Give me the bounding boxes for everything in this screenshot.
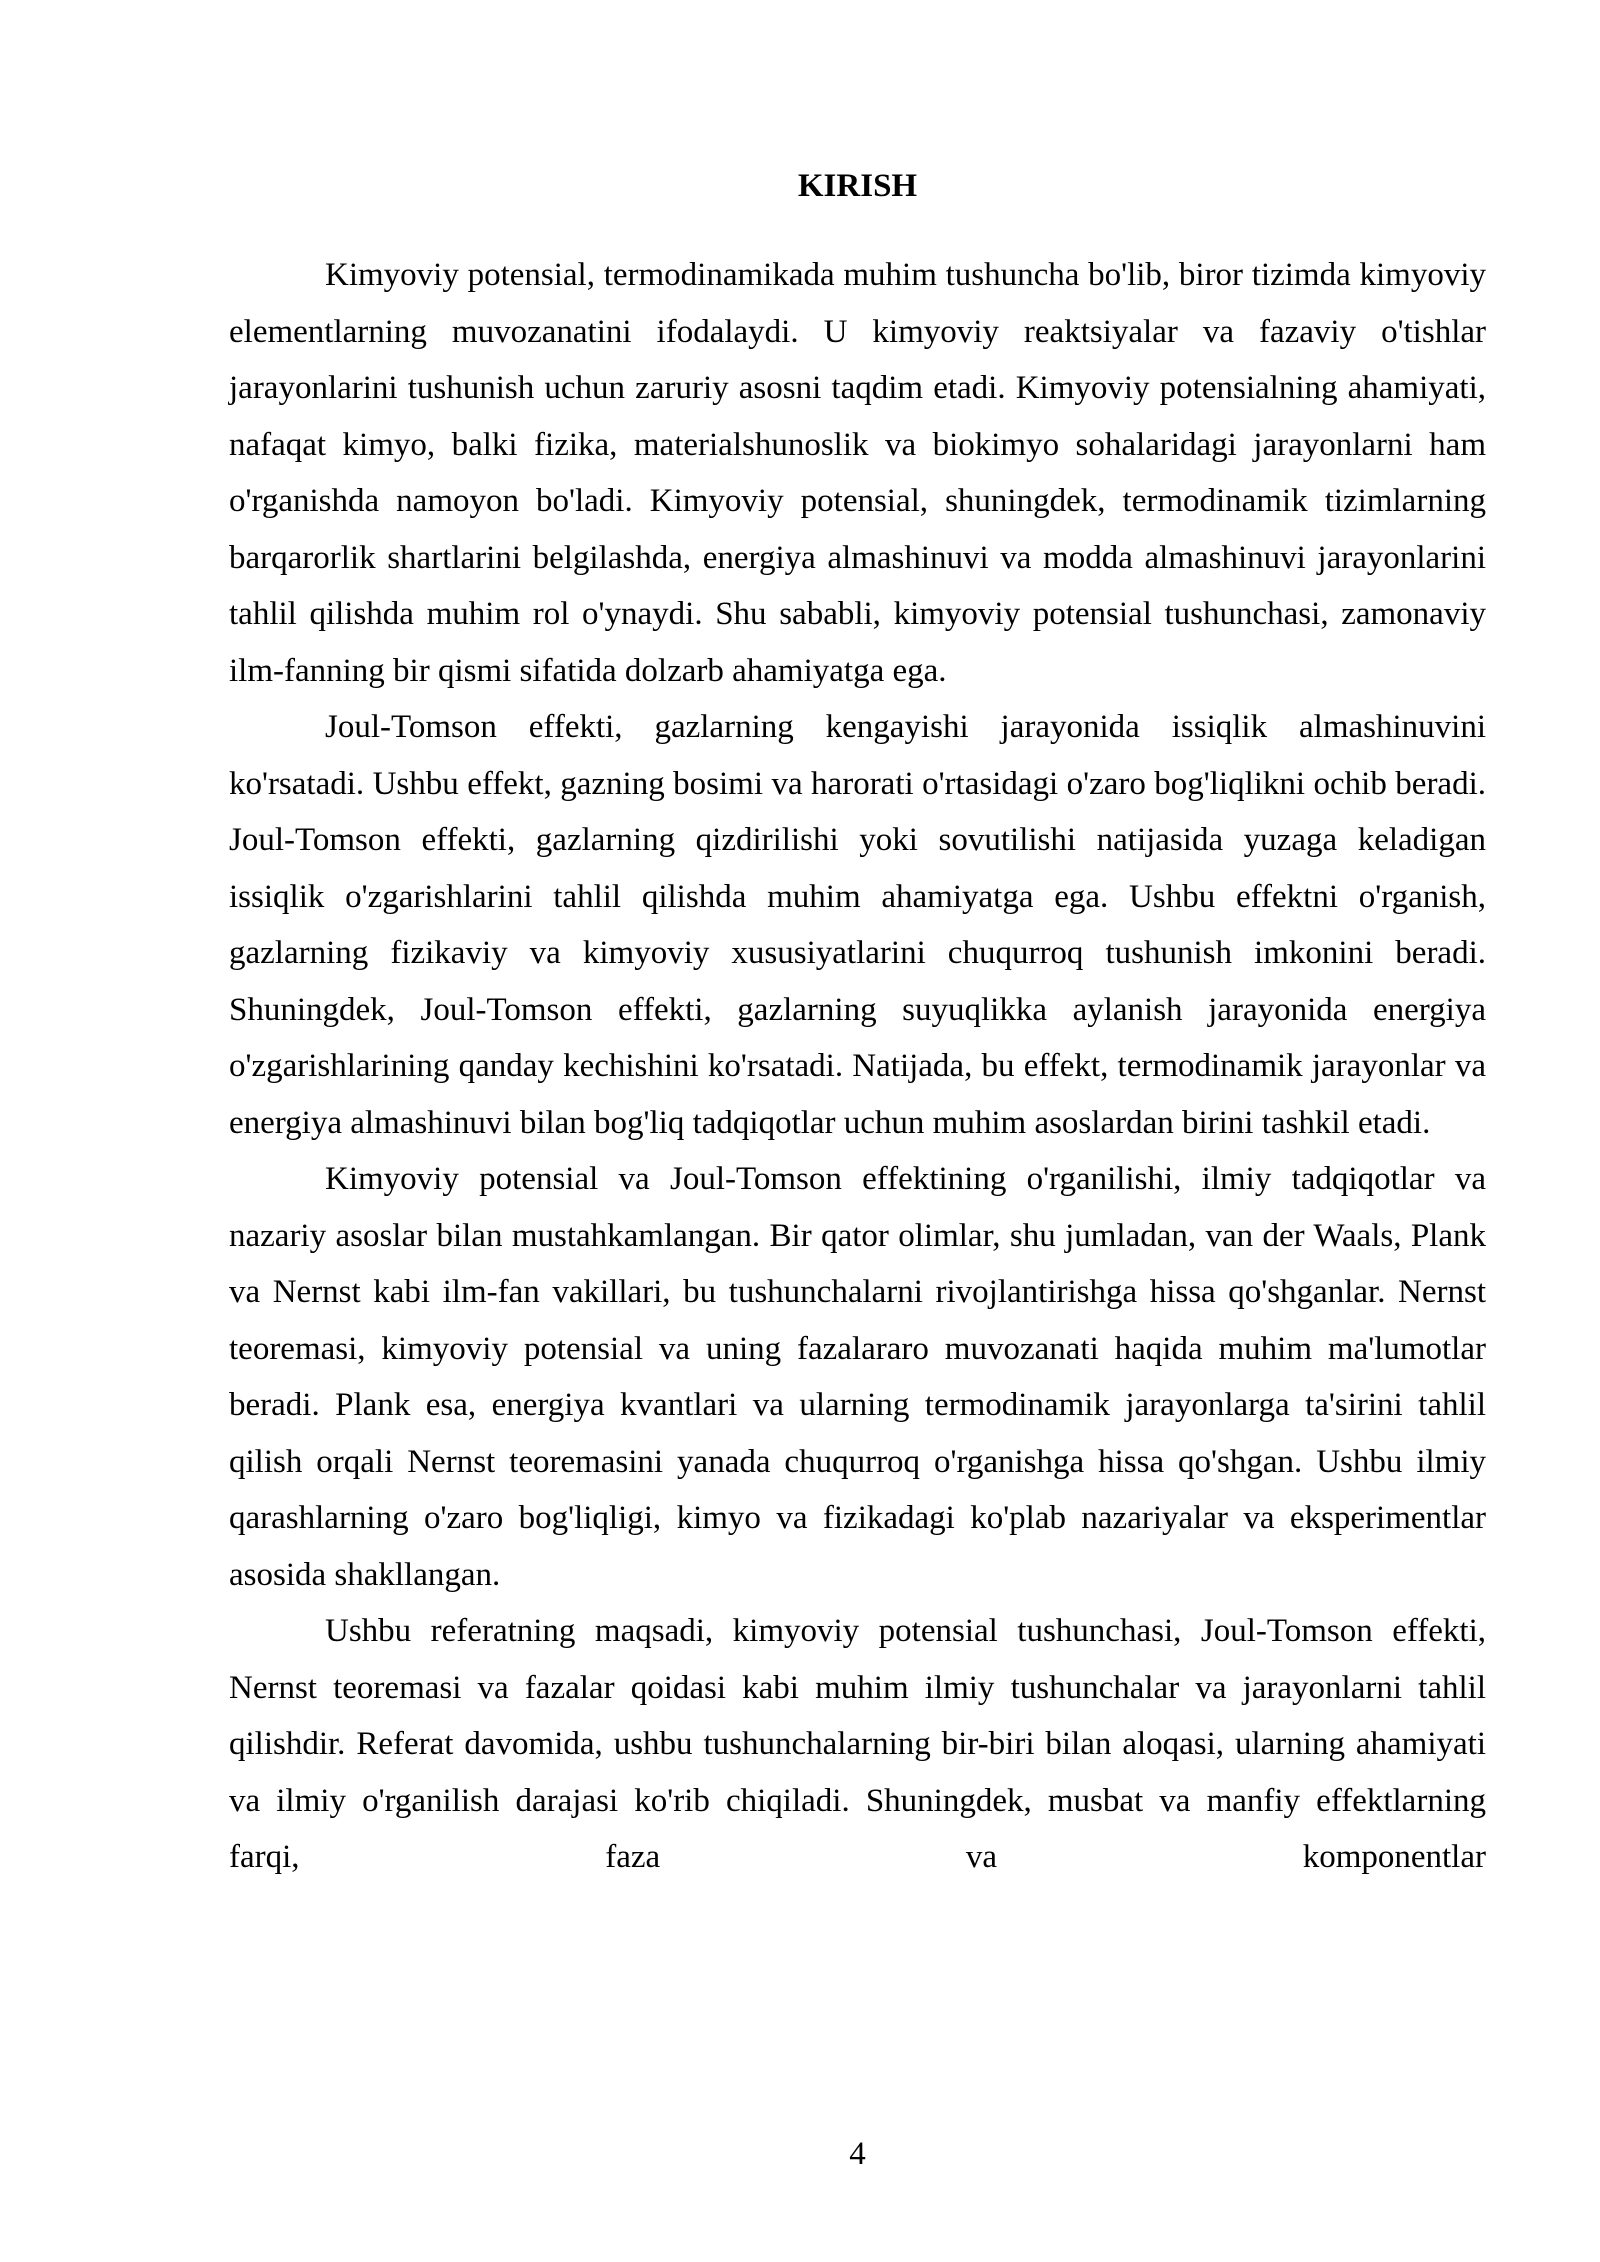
paragraph: Ushbu referatning maqsadi, kimyoviy potensial tushunchasi, Joul-Tomson effekti, Nernst teoremasi va fazalar qoidasi kabi muhim ilmiy tushunchalar va jarayonlarni tahlil qilishdir. Referat davomida, ushbu tushunchalarning bir-biri bilan aloqasi, ularning ahamiyati va ilmiy o'rganilish darajasi ko'rib chiqiladi. Shuningdek, musbat va manfiy effektlarning farqi, faza va komponentlar	[229, 1613, 1486, 1875]
paragraph: Kimyoviy potensial va Joul-Tomson effektining o'rganilishi, ilmiy tadqiqotlar va nazariy asoslar bilan mustahkamlangan. Bir qator olimlar, shu jumladan, van der Waals, Plank va Nernst kabi ilm-fan vakillari, bu tushunchalarni rivojlantirishga hissa qo'shganlar. Nernst teoremasi, kimyoviy potensial va uning fazalararo muvozanati haqida muhim ma'lumotlar beradi. Plank esa, energiya kvantlari va ularning termodinamik jarayonlarga ta'sirini tahlil qilish orqali Nernst teoremasini yanada chuqurroq o'rganishga hissa qo'shgan. Ushbu ilmiy qarashlarning o'zaro bog'liqligi, kimyo va fizikadagi ko'plab nazariyalar va eksperimentlar asosida shakllangan.	[229, 1161, 1486, 1593]
page-title: KIRISH	[797, 168, 918, 204]
document-body	[229, 247, 1486, 1886]
page-number: 4	[849, 2136, 866, 2172]
paragraph: Kimyoviy potensial, termodinamikada muhim tushuncha bo'lib, biror tizimda kimyoviy elementlarning muvozanatini ifodalaydi. U kimyoviy reaktsiyalar va fazaviy o'tishlar jarayonlarini tushunish uchun zaruriy asosni taqdim etadi. Kimyoviy potensialning ahamiyati, nafaqat kimyo, balki fizika, materialshunoslik va biokimyo sohalaridagi jarayonlarni ham o'rganishda namoyon bo'ladi. Kimyoviy potensial, shuningdek, termodinamik tizimlarning barqarorlik shartlarini belgilashda, energiya almashinuvi va modda almashinuvi jarayonlarini tahlil qilishda muhim rol o'ynaydi. Shu sababli, kimyoviy potensial tushunchasi, zamonaviy ilm-fanning bir qismi sifatida dolzarb ahamiyatga ega.	[229, 257, 1486, 689]
paragraph: Joul-Tomson effekti, gazlarning kengayishi jarayonida issiqlik almashinuvini ko'rsatadi. Ushbu effekt, gazning bosimi va harorati o'rtasidagi o'zaro bog'liqlikni ochib beradi. Joul-Tomson effekti, gazlarning qizdirilishi yoki sovutilishi natijasida yuzaga keladigan issiqlik o'zgarishlarini tahlil qilishda muhim ahamiyatga ega. Ushbu effektni o'rganish, gazlarning fizikaviy va kimyoviy xususiyatlarini chuqurroq tushunish imkonini beradi. Shuningdek, Joul-Tomson effekti, gazlarning suyuqlikka aylanish jarayonida energiya o'zgarishlarining qanday kechishini ko'rsatadi. Natijada, bu effekt, termodinamik jarayonlar va energiya almashinuvi bilan bog'liq tadqiqotlar uchun muhim asoslardan birini tashkil etadi.	[229, 709, 1486, 1141]
